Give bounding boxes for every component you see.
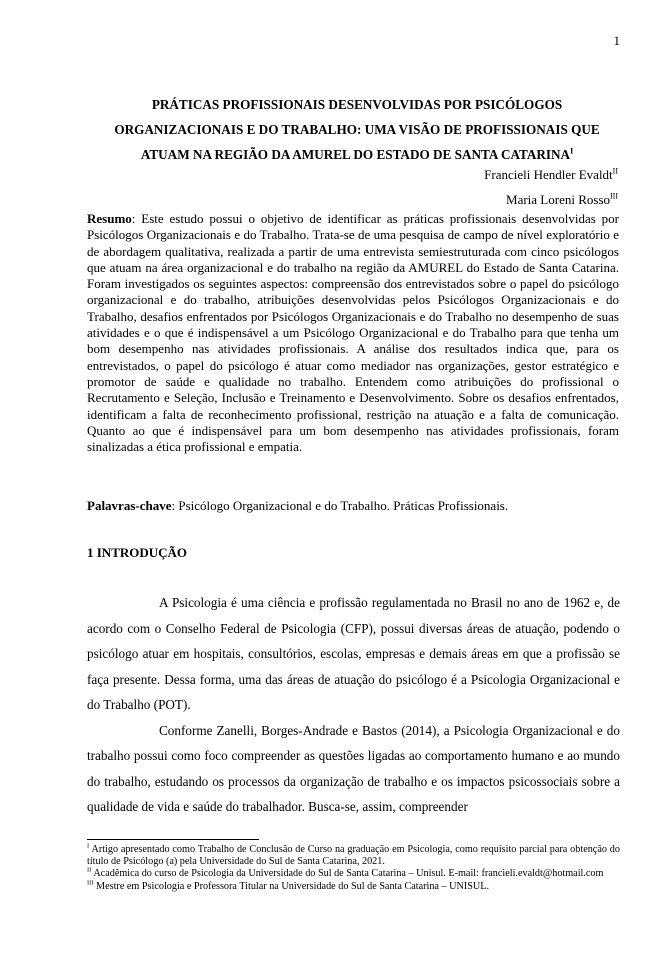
author-1-name: Francieli Hendler Evaldt [484, 167, 613, 182]
footnote-divider [87, 839, 259, 840]
title-line-1: PRÁTICAS PROFISSIONAIS DESENVOLVIDAS POR PSICÓLOGOS [151, 97, 563, 112]
paper-title [86, 92, 628, 167]
title-line-3-text: ATUAM NA REGIÃO DA AMUREL DO ESTADO DE SANTA CATARINA [140, 147, 571, 162]
abstract-label: Resumo [87, 211, 132, 226]
footnote-1-text: Artigo apresentado como Trabalho de Conclusão de Curso na graduação em Psicologia, como requisito parcial para obtenção do título de Psicólogo (a) pela Universidade do Sul de Santa Catarina, 2021. [87, 844, 620, 868]
footnote-2-text: Acadêmica do curso de Psicologia da Universidade do Sul de Santa Catarina – Unisul. E-mail: francieli.evaldt@hotmail.com [91, 868, 604, 880]
footnote-1-mark: I [87, 842, 90, 850]
footnote-2 [87, 868, 620, 880]
authors [484, 162, 618, 212]
author-2-mark: III [610, 191, 618, 201]
footnote-3-text: Mestre em Psicologia e Professora Titular na Universidade do Sul de Santa Catarina – UNISUL. [93, 880, 490, 892]
page-number: 1 [613, 33, 620, 48]
abstract-text: : Este estudo possui o objetivo de identificar as práticas profissionais desenvolvidas por Psicólogos Organizacionais e do Trabalho. Trata-se de uma pesquisa de campo de nível exploratório e de abordagem qualitativa, realizada a partir de uma entrevista semiestruturada com cinco psicólogos que atuam na área organizacional e do trabalho na região da AMUREL do Estado de Santa Catarina. Foram investigados os seguintes aspectos: compreensão dos entrevistados sobre o papel do psicólogo organizacional e do trabalho, atribuições desenvolvidas pelos Psicólogos Organizacionais e do Trabalho, desafios enfrentados por Psicólogos Organizacionais e do Trabalho no desempenho de suas atividades e o que é indispensável a um Psicólogo Organizacional e do Trabalho para que tenha um bom desempenho nas atividades profissionais. A análise dos resultados indica que, para os entrevistados, o papel do psicólogo é atuar como mediador nas organizações, gestor estratégico e promotor de saúde e qualidade no trabalho. Entendem como atribuições do profissional o Recrutamento e Seleção, Inclusão e Treinamento e Desenvolvimento. Sobre os desafios enfrentados, identificam a falta de reconhecimento profissional, restrição na atuação e a falta de comunicação. Quanto ao que é indispensável para um bom desempenho nas atividades profissionais, foram sinalizadas a ética profissional e empatia. [87, 211, 619, 455]
title-footnote-mark: I [570, 146, 574, 156]
author-1 [484, 162, 618, 187]
footnote-3-mark: III [87, 879, 94, 887]
footnote-3 [87, 881, 620, 893]
author-2-name: Maria Loreni Rosso [506, 192, 610, 207]
author-1-mark: II [612, 166, 618, 176]
author-2 [484, 187, 618, 212]
footnote-2-mark: II [87, 867, 92, 875]
keywords-label: Palavras-chave [87, 498, 172, 513]
body-text [87, 590, 620, 820]
abstract [87, 211, 619, 455]
paragraph-2: Conforme Zanelli, Borges-Andrade e Bastos (2014), a Psicologia Organizacional e do trabalho possui como foco compreender as questões ligadas ao comportamento humano e ao mundo do trabalho, estudando os processos da organização de trabalho e os impactos psicossociais sobre a qualidade de vida e saúde do trabalhador. Busca-se, assim, compreender [87, 722, 620, 814]
footnotes [87, 844, 620, 893]
keywords [87, 497, 619, 514]
paragraph-1: A Psicologia é uma ciência e profissão regulamentada no Brasil no ano de 1962 e, de acordo com o Conselho Federal de Psicologia (CFP), possui diversas áreas de atuação, podendo o psicólogo atuar em hospitais, consultórios, escolas, empresas e demais áreas em que a profissão se faça presente. Dessa forma, uma das áreas de atuação do psicólogo é a Psicologia Organizacional e do Trabalho (POT). [87, 595, 620, 712]
keywords-text: : Psicólogo Organizacional e do Trabalho. Práticas Profissionais. [171, 498, 509, 513]
footnote-1 [87, 844, 620, 868]
title-line-2: ORGANIZACIONAIS E DO TRABALHO: UMA VISÃO DE PROFISSIONAIS QUE [114, 122, 600, 137]
section-heading: 1 INTRODUÇÃO [87, 545, 188, 560]
